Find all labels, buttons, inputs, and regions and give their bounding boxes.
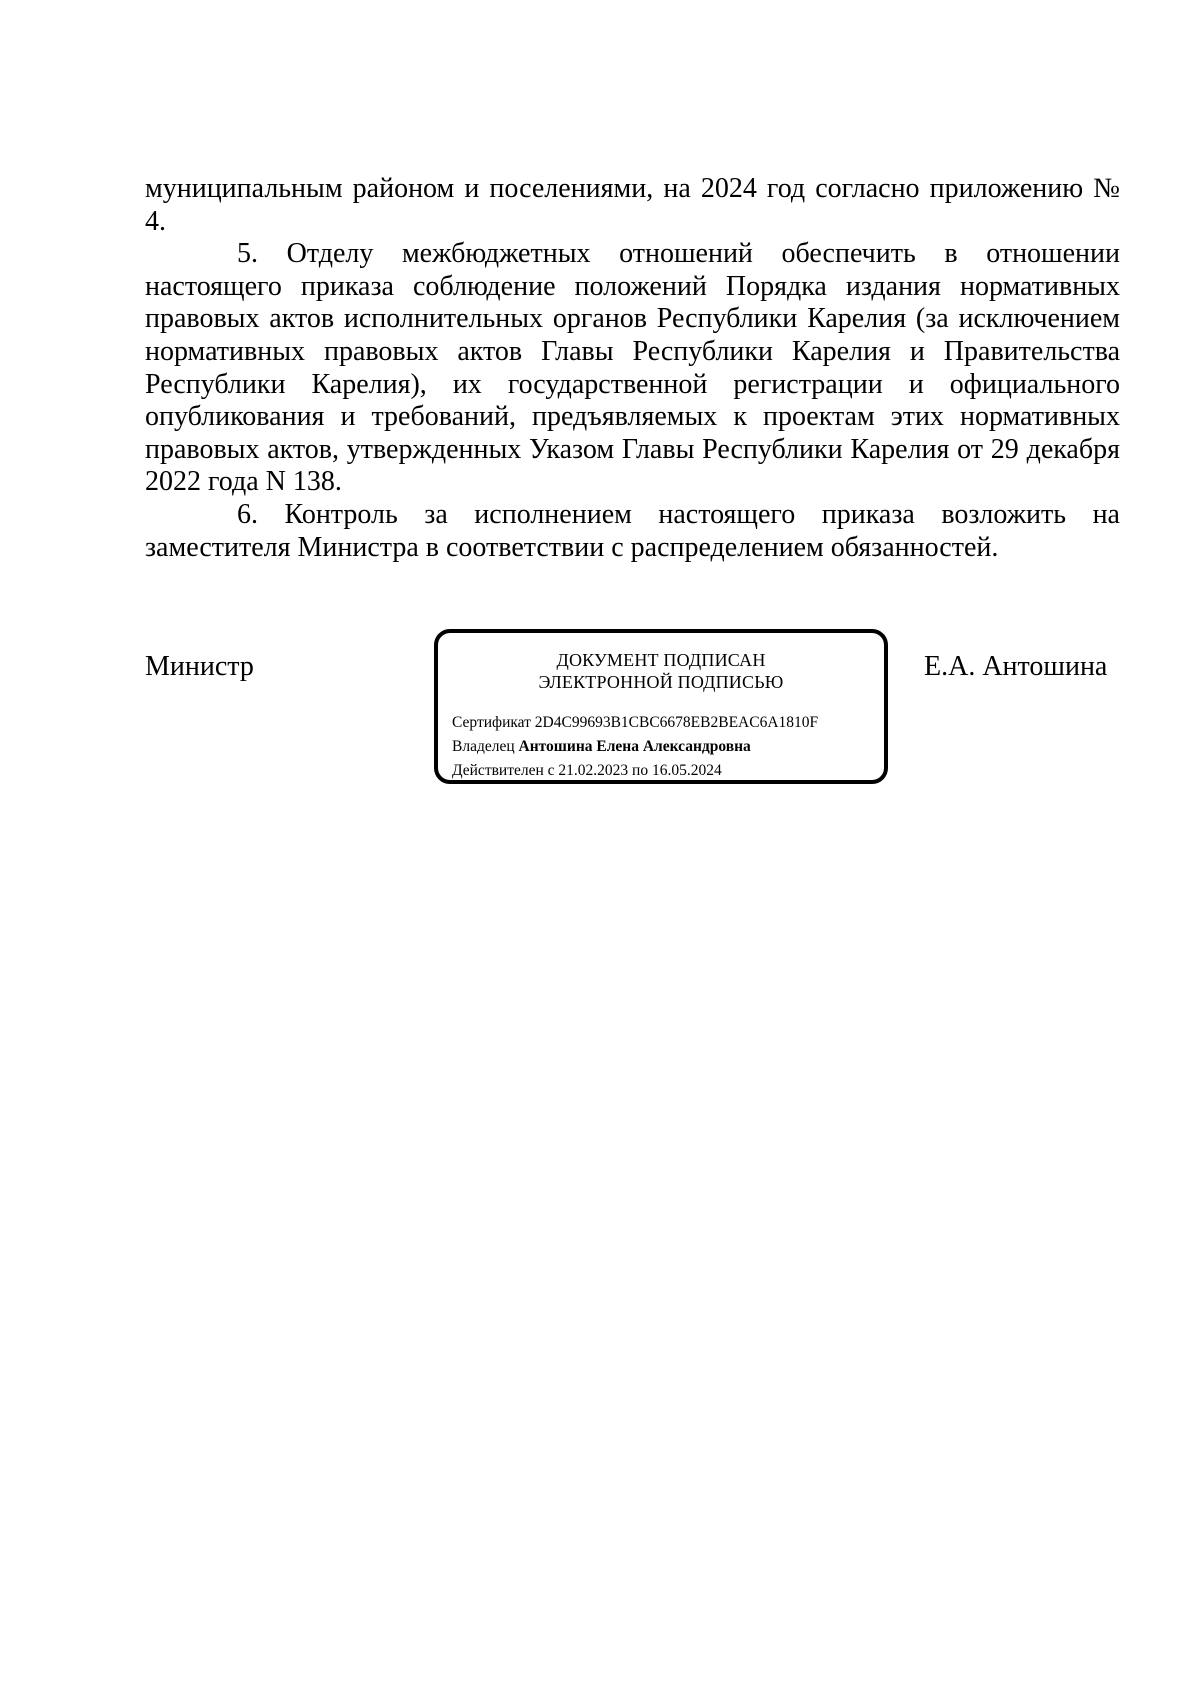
certificate-value: 2D4C99693B1CBC6678EB2BEAC6A1810F [534,714,819,731]
paragraph-continuation: муниципальным районом и поселениями, на 2024 год согласно приложению № 4. [145,173,1120,237]
valid-from-date: 21.02.2023 [558,762,629,779]
signatory-name: Е.А. Антошина [924,651,1108,682]
owner-label: Владелец [452,738,515,755]
stamp-heading [438,649,884,693]
valid-to-prefix: по [632,762,649,779]
stamp-owner-line [452,737,751,757]
electronic-signature-stamp [434,629,888,784]
certificate-label: Сертификат [452,714,531,731]
stamp-heading-line-1: ДОКУМЕНТ ПОДПИСАН [556,650,766,670]
document-body [145,173,1120,564]
owner-value: Антошина Елена Александровна [518,738,751,755]
paragraph-item-6: 6. Контроль за исполнением настоящего приказа возложить на заместителя Министра в соответствии с распределением обязанностей. [145,498,1120,563]
valid-from-prefix: с [547,762,555,779]
stamp-certificate-line [452,713,818,733]
valid-label: Действителен [452,762,544,779]
paragraph-item-5: 5. Отделу межбюджетных отношений обеспечить в отношении настоящего приказа соблюдение положений Порядка издания нормативных правовых актов исполнительных органов Республики Карелия (за исключением нормативных правовых актов Главы Республики Карелия и Правительства Республики Карелия), их государственной регистрации и официального опубликования и требований, предъявляемых к проектам этих нормативных правовых актов, утвержденных Указом Главы Республики Карелия от 29 декабря 2022 года N 138. [145,238,1120,498]
stamp-heading-line-2: ЭЛЕКТРОННОЙ ПОДПИСЬЮ [538,672,784,692]
signatory-title: Министр [145,651,254,682]
stamp-validity-line [452,761,722,781]
valid-to-date: 16.05.2024 [651,762,722,779]
